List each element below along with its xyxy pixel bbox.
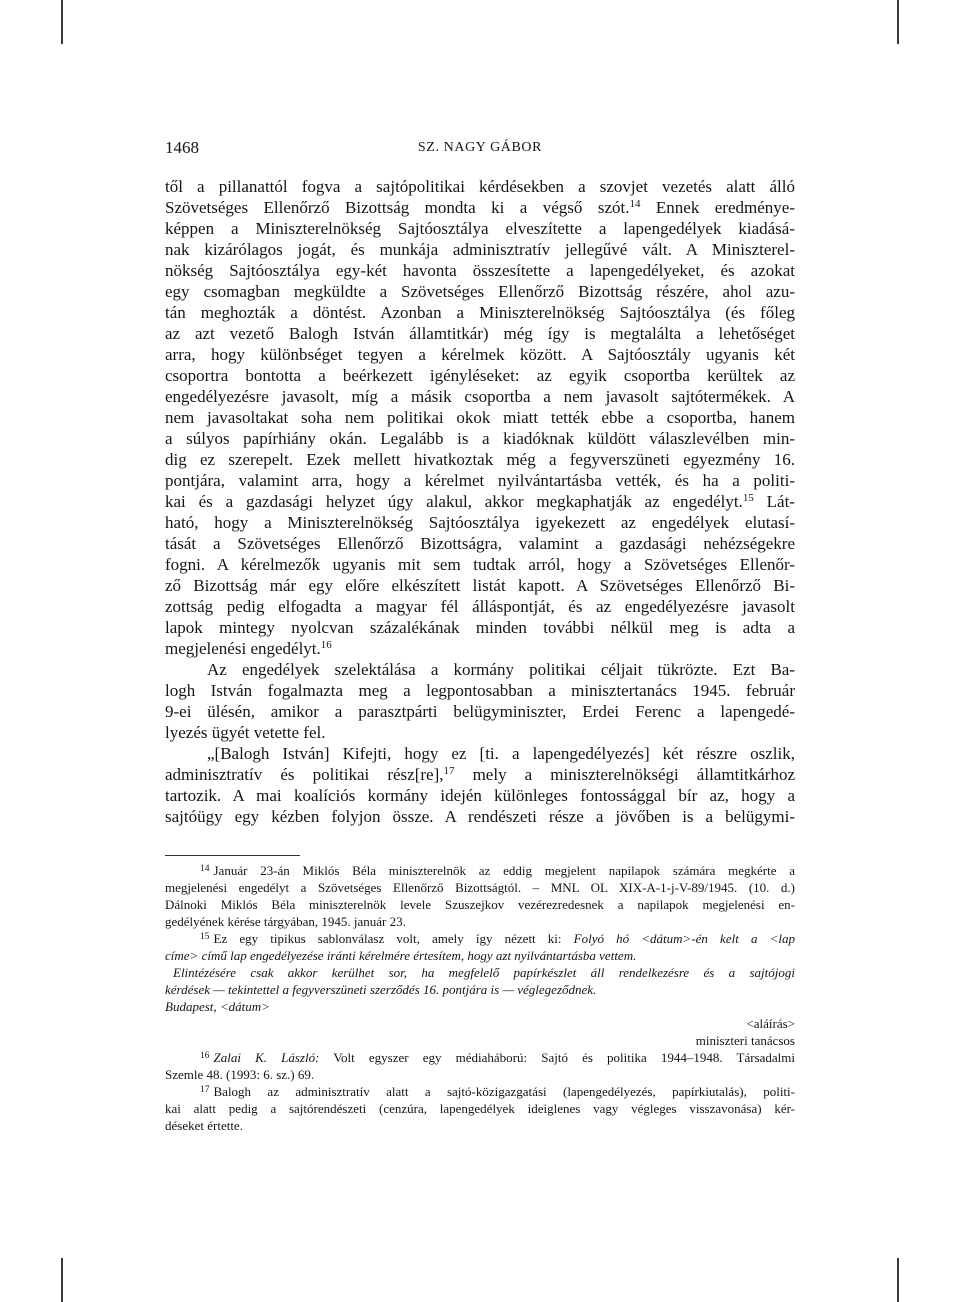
text-run: arra, hogy különbséget tegyen a kérelmek között. A Sajtóosztály ugyanis két xyxy=(165,345,795,364)
text-run: pontjára, valamint arra, hogy a kérelmet nyilvántartásba vették, és ha a politi- xyxy=(165,471,795,490)
italic-run: Folyó hó <dátum>-én kelt a <lap xyxy=(573,931,795,946)
footnote-separator xyxy=(165,855,300,856)
body-line xyxy=(165,365,795,386)
text-run: logh István fogalmazta meg a legpontosabban a minisztertanács 1945. február xyxy=(165,681,795,700)
text-run: nökség Sajtóosztálya egy-két havonta összesítette a lapengedélyeket, és azokat xyxy=(165,261,795,280)
text-run: lyezés ügyét vetette fel. xyxy=(165,723,326,742)
text-run: Szövetséges Ellenőrző Bizottság mondta ki a végső szót. xyxy=(165,198,630,217)
body-line xyxy=(165,344,795,365)
text-run: adminisztratív és politikai rész[re], xyxy=(165,765,444,784)
footnote-number: 15 xyxy=(200,932,210,942)
text-run: Volt egyszer egy médiaháború: Sajtó és politika 1944–1948. Társadalmi xyxy=(319,1050,796,1065)
text-run: <aláírás> xyxy=(746,1016,795,1031)
body-line xyxy=(165,554,795,575)
footnote xyxy=(165,930,795,1049)
footnote-line xyxy=(165,947,795,964)
text-run: fogni. A kérelmezők ugyanis mit sem tudtak arról, hogy a Szövetséges Ellenőr- xyxy=(165,555,795,574)
text-run: ható, hogy a Miniszterelnökség Sajtóosztálya igyekezett az engedélyek elutasí- xyxy=(165,513,795,532)
text-run: gedélyének kérése tárgyában, 1945. január 23. xyxy=(165,914,406,929)
body-line xyxy=(165,533,795,554)
body-line xyxy=(165,743,795,764)
body-paragraph xyxy=(165,659,795,743)
text-run: zottság pedig elfogadta a magyar fél álláspontját, és az engedélyezésre javasolt xyxy=(165,597,795,616)
footnote-number: 17 xyxy=(200,1085,210,1095)
footnote-line xyxy=(165,1066,795,1083)
footnote-line xyxy=(165,1117,795,1134)
footnote-number: 14 xyxy=(200,864,210,874)
footnote-ref: 16 xyxy=(320,639,332,651)
body-line xyxy=(165,449,795,470)
text-run: nak kizárólagos jogát, és munkája adminisztratív jellegűvé vált. A Miniszterel- xyxy=(165,240,795,259)
footnote-paragraph xyxy=(165,930,795,964)
body-line xyxy=(165,176,795,197)
body-line xyxy=(165,806,795,827)
body-line xyxy=(165,491,795,512)
body-line xyxy=(165,617,795,638)
text-run: mely a miniszterelnökségi államtitkárhoz xyxy=(454,765,795,784)
body-line xyxy=(165,386,795,407)
signature-line xyxy=(165,1015,795,1032)
text-run: nem javasoltakat soha nem politikai okok miatt tették ebbe a csoportba, hanem xyxy=(165,408,795,427)
body-line xyxy=(165,764,795,785)
footnote xyxy=(165,1049,795,1083)
crop-mark-bottom-right xyxy=(897,1258,899,1302)
running-head: SZ. NAGY GÁBOR xyxy=(417,140,543,155)
footnote-line xyxy=(165,1083,795,1100)
text-run: megjelenési engedélyt a Szövetséges Ellenőrző Bizottságtól. – MNL OL XIX-A-1-j-V-89/1945. (10. d.) xyxy=(165,880,795,895)
text-run: től a pillanattól fogva a sajtópolitikai kérdésekben a szovjet vezetés alatt álló xyxy=(165,177,795,196)
text-run: kai alatt pedig a sajtórendészeti (cenzúra, lapengedélyek ideiglenes vagy végleges visszavonása) kér- xyxy=(165,1101,795,1116)
text-run: Balogh az adminisztratív alatt a sajtó-közigazgatási (lapengedélyezés, papírkiutalás), politi- xyxy=(213,1084,795,1099)
text-run: Szemle 48. (1993: 6. sz.) 69. xyxy=(165,1067,315,1082)
text-run: tását a Szövetséges Ellenőrző Bizottságra, valamint a gazdasági nehézségekre xyxy=(165,534,795,553)
text-run: tartozik. A mai koalíciós kormány idején különleges fontossággal bír az, hogy a xyxy=(165,786,795,805)
italic-run: kérdések — tekintettel a fegyverszüneti szerződés 16. pontjára is — véglegeződnek. xyxy=(165,982,597,997)
page-header xyxy=(165,137,795,159)
body-paragraph xyxy=(165,743,795,827)
text-run: engedélyezésre javasolt, míg a másik csoportba a nem javasolt sajtótermékek. A xyxy=(165,387,795,406)
footnote-line xyxy=(165,862,795,879)
body-line xyxy=(165,596,795,617)
text-run: megjelenési engedélyt. xyxy=(165,639,321,658)
crop-mark-top-right xyxy=(897,0,899,44)
text-run: tán meghozták a döntést. Azonban a Miniszterelnökség Sajtóosztálya (és főleg xyxy=(165,303,795,322)
footnote-line xyxy=(165,1049,795,1066)
body-line xyxy=(165,512,795,533)
text-run: 9-ei ülésén, amikor a parasztpárti belügyminiszter, Erdei Ferenc a lapengedé- xyxy=(165,702,795,721)
body-line xyxy=(165,281,795,302)
text-run: Lát- xyxy=(753,492,795,511)
text-run: „[Balogh István] Kifejti, hogy ez [ti. a lapengedélyezés] két részre oszlik, xyxy=(207,744,795,763)
footnote-ref: 15 xyxy=(742,492,754,504)
text-run: ző Bizottság már egy előre elkészített listát kapott. A Szövetséges Ellenőrző Bi- xyxy=(165,576,795,595)
italic-run: címe> című lap engedélyezése iránti kérelmére értesítem, hogy azt nyilvántartásba vettem. xyxy=(165,948,637,963)
place-date xyxy=(165,998,795,1015)
text-run: kai és a gazdasági helyzet úgy alakul, akkor megkaphatják az engedélyt. xyxy=(165,492,743,511)
footnote xyxy=(165,1083,795,1134)
footnotes xyxy=(165,862,795,1134)
footnote-number: 16 xyxy=(200,1051,210,1061)
text-run: Dálnoki Miklós Béla miniszterelnök levele Szuszejkov vezérezredesnek a napilapok megjelenési en- xyxy=(165,897,795,912)
text-run: lapok mintegy nyolcvan százalékának minden további nélkül meg is adta a xyxy=(165,618,795,637)
text-run: déseket értette. xyxy=(165,1118,243,1133)
text-run: Budapest, <dátum> xyxy=(165,999,270,1014)
text-run: egy csomagban megküldte a Szövetséges Ellenőrző Bizottság részére, ahol azu- xyxy=(165,282,795,301)
body-line xyxy=(165,197,795,218)
body-line xyxy=(165,638,795,659)
body-line xyxy=(165,239,795,260)
footnote-ref: 17 xyxy=(443,765,455,777)
crop-mark-top-left xyxy=(61,0,63,44)
footnote-paragraph xyxy=(165,1083,795,1134)
body-line xyxy=(165,407,795,428)
italic-run: Zalai K. László: xyxy=(213,1050,320,1065)
footnote-paragraph xyxy=(165,862,795,930)
body-line xyxy=(165,680,795,701)
text-run: miniszteri tanácsos xyxy=(695,1033,795,1048)
footnote-line xyxy=(165,896,795,913)
text-run: sajtóügy egy kézben folyjon össze. A rendészeti része a jövőben is a belügymi- xyxy=(165,807,795,826)
footnote-line xyxy=(165,913,795,930)
footnote-paragraph xyxy=(165,1049,795,1083)
text-run: csoportra bontotta a beérkezett igényléseket: az egyik csoportba kerültek az xyxy=(165,366,795,385)
signature-line xyxy=(165,1032,795,1049)
body-line xyxy=(165,722,795,743)
body-line xyxy=(165,302,795,323)
body-line xyxy=(165,701,795,722)
text-run: a súlyos papírhiány okán. Legalább is a kiadóknak küldött válaszlevélben min- xyxy=(165,429,795,448)
text-run: képpen a Miniszterelnökség Sajtóosztálya elveszítette a lapengedélyek kiadásá- xyxy=(165,219,795,238)
text-run: Az engedélyek szelektálása a kormány politikai céljait tükrözte. Ezt Ba- xyxy=(207,660,795,679)
body-line xyxy=(165,470,795,491)
body-line xyxy=(165,260,795,281)
text-run: Ez egy tipikus sablonválasz volt, amely így nézett ki: xyxy=(213,931,574,946)
text-run: Ennek eredménye- xyxy=(640,198,795,217)
footnote-line xyxy=(165,1100,795,1117)
text-run: dig ez szerepelt. Ezek mellett hivatkoztak még a fegyverszüneti egyezmény 16. xyxy=(165,450,795,469)
body-line xyxy=(165,785,795,806)
footnote xyxy=(165,862,795,930)
text-run: az azt vezető Balogh István államtitkár) még így is megtalálta a lehetőséget xyxy=(165,324,795,343)
body-text xyxy=(165,176,795,827)
crop-mark-bottom-left xyxy=(61,1258,63,1302)
body-line xyxy=(165,218,795,239)
page-number: 1468 xyxy=(165,138,199,157)
footnote-ref: 14 xyxy=(629,198,641,210)
text-run: Január 23-án Miklós Béla miniszterelnök az eddig megjelent napilapok számára megkérte a xyxy=(213,863,795,878)
footnote-paragraph xyxy=(165,964,795,998)
footnote-line xyxy=(165,981,795,998)
footnote-line xyxy=(165,879,795,896)
body-paragraph xyxy=(165,176,795,659)
body-line xyxy=(165,659,795,680)
italic-run: Elintézésére csak akkor kerülhet sor, ha megfelelő papírkészlet áll rendelkezésre és a sajtójogi xyxy=(173,965,795,980)
body-line xyxy=(165,575,795,596)
footnote-line xyxy=(165,930,795,947)
body-line xyxy=(165,428,795,449)
body-line xyxy=(165,323,795,344)
footnote-line xyxy=(165,964,795,981)
